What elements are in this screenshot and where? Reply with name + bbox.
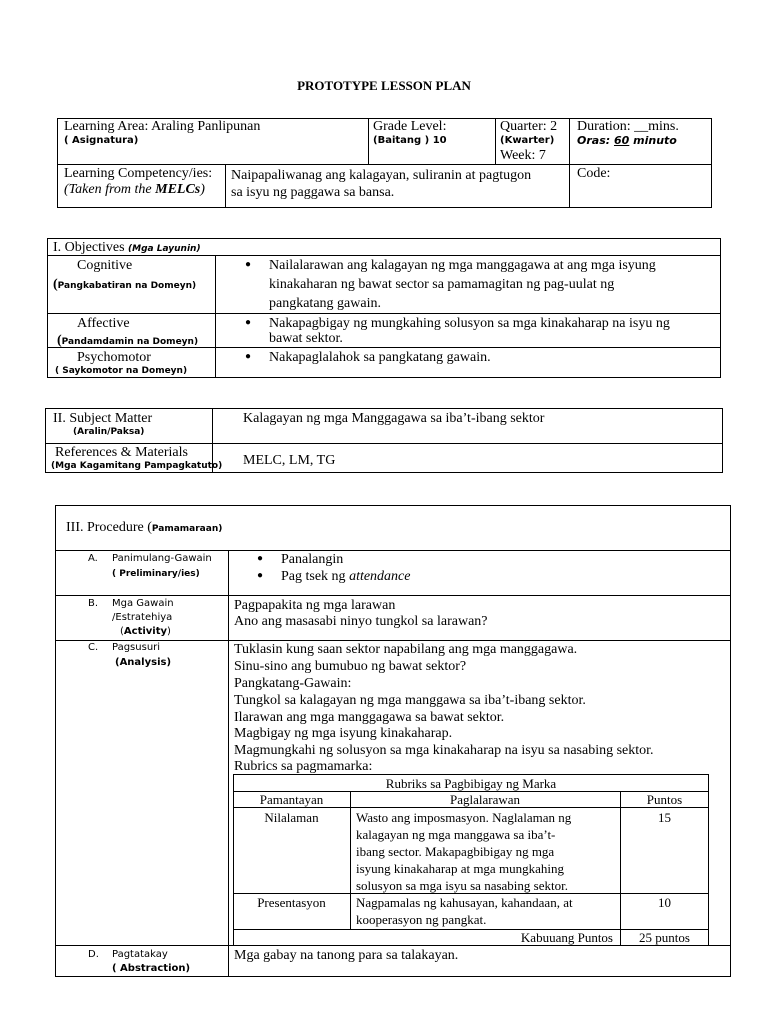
section-d-sub: ( Abstraction)	[112, 963, 191, 974]
bullet-icon: ●	[257, 570, 264, 581]
section-c-line-8: Rubrics sa pagmamarka:	[234, 759, 373, 774]
rubric-row-line: Nagpamalas ng kahusayan, kahandaan, at	[356, 895, 573, 910]
section-c-letter: C.	[88, 642, 99, 653]
references-sub: (Mga Kagamitang Pampagkatuto)	[51, 461, 223, 471]
competency-source: (Taken from the MELCs)	[64, 182, 205, 197]
psychomotor-label: Psychomotor	[77, 350, 151, 365]
section-b-line-2: Ano ang masasabi ninyo tungkol sa larawan?	[234, 614, 488, 629]
objectives-title: I. Objectives (Mga Layunin)	[53, 240, 201, 255]
section-a-item-2: Pag tsek ng attendance	[281, 569, 411, 584]
section-b-line-1: Pagpapakita ng mga larawan	[234, 598, 396, 613]
cognitive-line-3: pangkatang gawain.	[269, 296, 381, 311]
section-d-letter: D.	[88, 949, 99, 960]
cognitive-sub: (Pangkabatiran na Domeyn)	[53, 277, 197, 292]
psychomotor-sub: ( Saykomotor na Domeyn)	[55, 366, 188, 376]
rubric-total-label: Kabuuang Puntos	[520, 930, 613, 945]
section-c-sub: (Analysis)	[115, 657, 172, 668]
section-c-line-7: Magmungkahi ng solusyon sa mga kinakaharap na isyu sa nasabing sektor.	[234, 743, 654, 758]
baitang-label: (Baitang ) 10	[373, 135, 447, 146]
section-c-line-6: Magbigay ng mga isyung kinakaharap.	[234, 726, 453, 741]
grade-level-label: Grade Level:	[373, 119, 447, 134]
subject-matter-title: II. Subject Matter	[53, 411, 153, 426]
section-b-letter: B.	[88, 598, 99, 609]
rubric-row-criterion: Nilalaman	[264, 810, 319, 825]
competency-text-line-1: Naipapaliwanag ang kalagayan, suliranin at pagtugon	[231, 168, 532, 183]
rubric-row-line: ibang sector. Makapagbibigay ng mga	[356, 844, 555, 859]
rubric-row-points: 15	[658, 810, 671, 825]
section-b-label-2: /Estratehiya	[112, 612, 173, 623]
learning-area-label: Learning Area: Araling Panlipunan	[64, 119, 261, 134]
section-a-sub: ( Preliminary/ies)	[112, 569, 200, 579]
oras-label: Oras: 60 minuto	[577, 134, 677, 147]
subject-matter-value: Kalagayan ng mga Manggagawa sa iba’t-ibang sektor	[243, 411, 545, 426]
section-a-label: Panimulang-Gawain	[112, 553, 212, 564]
code-label: Code:	[577, 166, 611, 181]
section-c-line-5: Ilarawan ang mga manggagawa sa bawat sektor.	[234, 710, 505, 725]
procedure-title: III. Procedure (Pamamaraan)	[66, 520, 223, 535]
bullet-icon: ●	[245, 351, 252, 362]
affective-line-1: Nakapagbigay ng mungkahing solusyon sa mga kinakaharap na isyu ng	[269, 316, 670, 331]
aralin-paksa-label: (Aralin/Paksa)	[73, 427, 145, 437]
rubric-header-criterion: Pamantayan	[259, 792, 324, 807]
rubric-header-points: Puntos	[646, 792, 683, 807]
rubric-row-line: solusyon sa mga isyu sa nasabing sektor.	[356, 878, 568, 893]
kwarter-label: (Kwarter)	[500, 135, 555, 146]
section-c-label: Pagsusuri	[112, 642, 161, 653]
competency-text-line-2: sa isyu ng paggawa sa bansa.	[231, 185, 395, 200]
rubric-row-points: 10	[658, 895, 671, 910]
section-a-letter: A.	[88, 553, 98, 564]
competency-label: Learning Competency/ies:	[64, 166, 213, 181]
rubric-title: Rubriks sa Pagbibigay ng Marka	[385, 776, 557, 791]
affective-line-2: bawat sektor.	[269, 331, 343, 346]
section-b-sub: (Activity)	[120, 626, 171, 637]
rubric-row-line: kooperasyon ng pangkat.	[356, 912, 487, 927]
section-c-line-2: Sinu-sino ang bumubuo ng bawat sektor?	[234, 659, 467, 674]
section-d-line: Mga gabay na tanong para sa talakayan.	[234, 948, 459, 963]
section-b-label-1: Mga Gawain	[112, 598, 174, 609]
oras-value: 60	[613, 134, 630, 147]
page-title: PROTOTYPE LESSON PLAN	[297, 78, 471, 93]
rubric-header-description: Paglalarawan	[449, 792, 521, 807]
rubric-row-line: isyung kinakaharap at mga mungkahing	[356, 861, 564, 876]
section-c-line-3: Pangkatang-Gawain:	[234, 676, 352, 691]
week-label: Week: 7	[500, 148, 546, 163]
affective-label: Affective	[77, 316, 130, 331]
references-value: MELC, LM, TG	[243, 453, 336, 468]
section-c-line-1: Tuklasin kung saan sektor napabilang ang mga manggagawa.	[234, 642, 578, 657]
section-d-label: Pagtatakay	[112, 949, 168, 960]
psychomotor-line: Nakapaglalahok sa pangkatang gawain.	[269, 350, 491, 365]
bullet-icon: ●	[245, 259, 252, 270]
rubric-total-value: 25 puntos	[639, 930, 690, 945]
duration-label: Duration: __mins.	[577, 119, 679, 134]
references-title: References & Materials	[55, 445, 188, 460]
section-a-item-1: Panalangin	[281, 552, 344, 567]
bullet-icon: ●	[245, 317, 252, 328]
rubric-row-line: Wasto ang imposmasyon. Naglalaman ng	[356, 810, 572, 825]
rubric-row-line: kalagayan ng mga manggawa sa iba’t-	[356, 827, 556, 842]
asignatura-label: ( Asignatura)	[64, 135, 139, 146]
section-c-line-4: Tungkol sa kalagayan ng mga manggawa sa iba’t-ibang sektor.	[234, 693, 586, 708]
cognitive-line-1: Nailalarawan ang kalagayan ng mga manggagawa at ang mga isyung	[269, 258, 656, 273]
affective-sub: (Pandamdamin na Domeyn)	[57, 333, 199, 348]
cognitive-line-2: kinakaharan ng bawat sector sa pamamagitan ng pag-uulat ng	[269, 277, 615, 292]
cognitive-label: Cognitive	[77, 258, 133, 273]
rubric-row-criterion: Presentasyon	[257, 895, 326, 910]
quarter-label: Quarter: 2	[500, 119, 558, 134]
bullet-icon: ●	[257, 553, 264, 564]
